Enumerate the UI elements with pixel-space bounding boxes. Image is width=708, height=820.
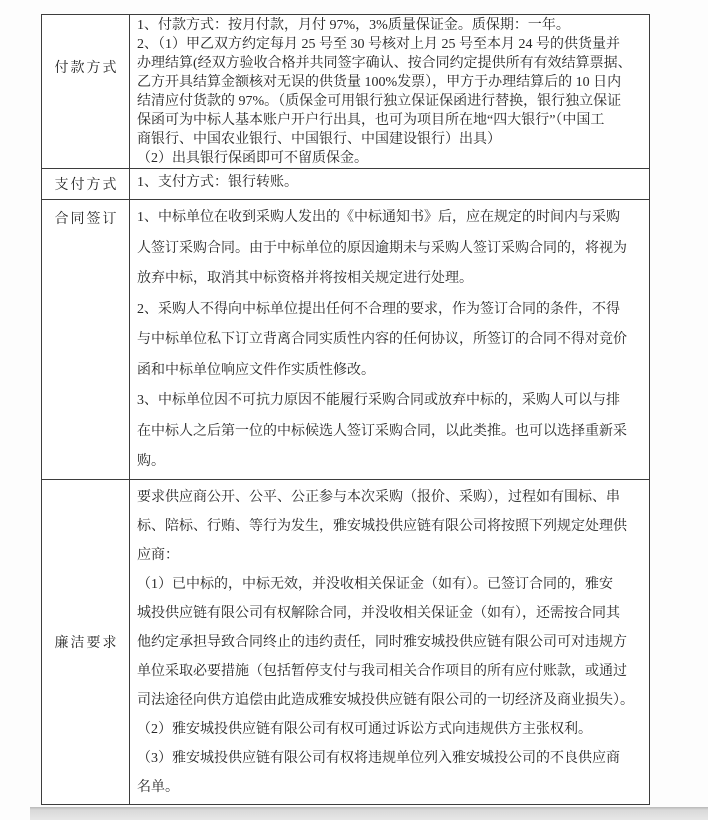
text-line: 函和中标单位响应文件作实质性修改。 bbox=[137, 362, 375, 378]
text-line: 要求供应商公开、公平、公正参与本次采购（报价、采购），过程如有围标、串 bbox=[137, 490, 620, 505]
text-line: （2）雅安城投供应链有限公司有权可通过诉讼方式向违规供方主张权利。 bbox=[137, 722, 592, 737]
text-line: 保函可为中标人基本账户开户行出具，也可为项目所在地“四大银行”（中国工 bbox=[137, 113, 605, 128]
row-label-integrity-requirements: 廉洁要求 bbox=[42, 480, 130, 804]
text-line: 结清应付货款的 97%。（质保金可用银行独立保证保函进行替换，银行独立保证 bbox=[137, 94, 622, 109]
row-label-payment-terms: 付款方式 bbox=[42, 15, 130, 168]
text-line: 1、支付方式：银行转账。 bbox=[137, 175, 298, 190]
text-line: 与中标单位私下订立背离合同实质性内容的任何协议，所签订的合同不得对竞价 bbox=[137, 332, 627, 347]
text-line: （1）已中标的，中标无效，并没收相关保证金（如有）。已签订合同的，雅安 bbox=[137, 577, 613, 592]
row-content-integrity-requirements bbox=[130, 480, 649, 804]
row-label-contract-signing: 合同签订 bbox=[42, 200, 130, 479]
text-line: 在中标人之后第一位的中标候选人签订采购合同，以此类推。也可以选择重新采 bbox=[137, 423, 627, 439]
text-line: 办理结算(经双方验收合格并共同签字确认、按合同约定提供所有有效结算票据、 bbox=[137, 56, 632, 71]
text-line: 1、付款方式：按月付款，月付 97%，3%质量保证金。质保期：一年。 bbox=[137, 18, 570, 33]
text-line: 2、采购人不得向中标单位提出任何不合理的要求，作为签订合同的条件，不得 bbox=[137, 301, 620, 317]
text-line: （3）雅安城投供应链有限公司有权将违规单位列入雅安城投公司的不良供应商 bbox=[137, 751, 620, 766]
text-line: 标、陪标、行贿、等行为发生，雅安城投供应链有限公司将按照下列规定处理供 bbox=[137, 519, 627, 534]
procurement-terms-table bbox=[41, 14, 650, 805]
text-line: 商银行、中国农业银行、中国银行、中国建设银行）出具） bbox=[137, 132, 501, 147]
row-content-contract-signing bbox=[130, 200, 649, 479]
text-line: 购。 bbox=[137, 454, 165, 469]
text-line: 单位采取必要措施（包括暂停支付与我司相关合作项目的所有应付账款，或通过 bbox=[137, 664, 627, 679]
text-line: 3、中标单位因不可抗力原因不能履行采购合同或放弃中标的，采购人可以与排 bbox=[137, 393, 620, 408]
table-row-contract-signing bbox=[42, 200, 649, 480]
text-line: 放弃中标，取消其中标资格并将按相关规定进行处理。 bbox=[137, 271, 473, 286]
row-label-payment-method: 支付方式 bbox=[42, 169, 130, 199]
row-content-payment-terms bbox=[130, 15, 649, 168]
text-line: （2）出具银行保函即可不留质保金。 bbox=[137, 151, 368, 166]
text-line: 城投供应链有限公司有权解除合同，并没收相关保证金（如有），还需按合同其 bbox=[137, 606, 620, 621]
text-line: 人签订采购合同。由于中标单位的原因逾期未与采购人签订采购合同的，将视为 bbox=[137, 240, 627, 256]
paper-bottom-edge-shadow bbox=[30, 807, 708, 820]
text-line: 他约定承担导致合同终止的违约责任，同时雅安城投供应链有限公司可对违规方 bbox=[137, 635, 627, 650]
text-line: 1、中标单位在收到采购人发出的《中标通知书》后，应在规定的时间内与采购 bbox=[137, 210, 620, 225]
row-content-payment-method bbox=[130, 169, 649, 199]
table-row-integrity-requirements bbox=[42, 480, 649, 804]
text-line: 司法途径向供方追偿由此造成雅安城投供应链有限公司的一切经济及商业损失）。 bbox=[137, 693, 634, 708]
text-line: 乙方开具结算金额核对无误的供货量 100%发票），甲方于办理结算后的 10 日内 bbox=[137, 75, 622, 90]
table-row-payment-method bbox=[42, 169, 649, 200]
table-row-payment-terms bbox=[42, 15, 649, 169]
text-line: 应商： bbox=[137, 548, 179, 563]
text-line: 名单。 bbox=[137, 780, 179, 795]
text-line: 2、（1）甲乙双方约定每月 25 号至 30 号核对上月 25 号至本月 24 号的供货量并 bbox=[137, 37, 620, 52]
